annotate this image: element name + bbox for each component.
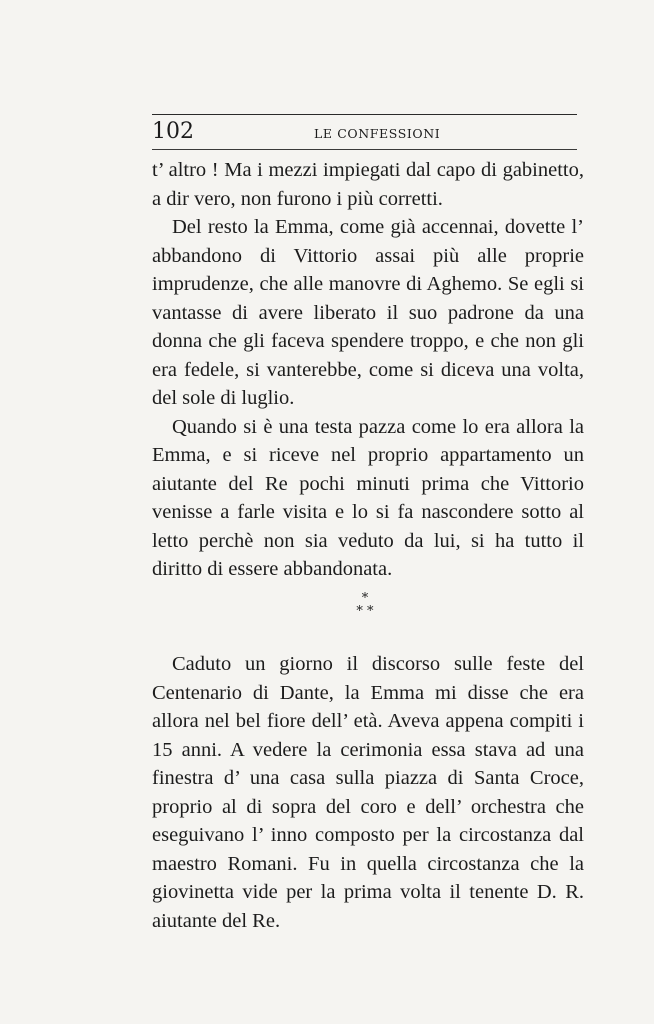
text-block-2 — [152, 650, 584, 935]
running-title: LE CONFESSIONI — [314, 126, 441, 141]
text-block-1 — [152, 156, 584, 584]
page-number: 102 — [152, 119, 194, 144]
paragraph: Quando si è una testa pazza come lo era allora la Emma, e si riceve nel proprio appartamento un aiutante del Re pochi minuti prima che Vittorio venisse a farle visita e lo si fa nascondere sotto al letto perchè non sia veduto da lui, si ha tutto il diritto di essere abbandonata. — [152, 415, 584, 580]
header-rule-top — [152, 114, 577, 115]
paragraph: Caduto un giorno il discorso sulle feste del Centenario di Dante, la Emma mi disse che era allora nel bel fiore dell’ età. Aveva appena compiti i 15 anni. A vedere la cerimonia essa stava ad una finestra d’ una casa sulla piazza di Santa Croce, proprio al di sopra del coro e dell’ orchestra che eseguivano l’ inno composto per la circostanza dal maestro Romani. Fu in quella circostanza che la giovinetta vide per la prima volta il tenente D. R. aiutante del Re. — [152, 653, 584, 932]
section-separator — [340, 592, 390, 618]
paragraph: Del resto la Emma, come già accennai, dovette l’ abbandono di Vittorio assai più alle proprie imprudenze, che alle manovre di Aghemo. Se egli si vantasse di avere liberato il suo padrone da una donna che gli faceva spendere troppo, e che non gli era fedele, si vanterebbe, come si diceva una volta, del sole di luglio. — [152, 216, 584, 409]
separator-top: * — [361, 591, 369, 606]
separator-bottom: * * — [356, 604, 374, 619]
header-rule-bottom — [152, 149, 577, 150]
paragraph-continuation: t’ altro ! Ma i mezzi impiegati dal capo di gabinetto, a dir vero, non furono i più corretti. — [152, 159, 584, 210]
